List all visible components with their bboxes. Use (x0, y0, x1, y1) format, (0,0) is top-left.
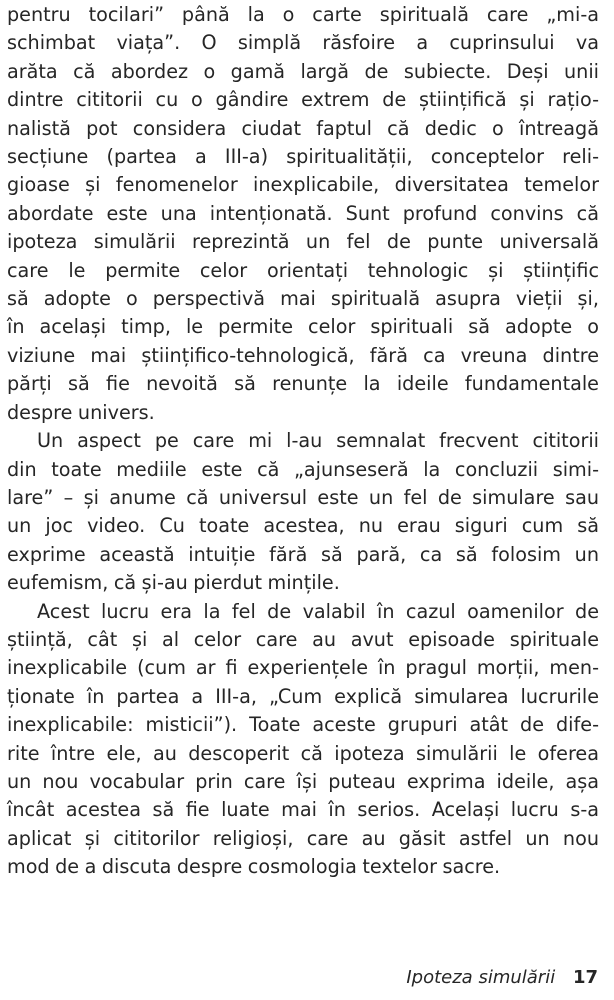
text-line: gioase și fenomenelor inexplicabile, diversitatea temelor (7, 173, 599, 197)
text-line: în același timp, le permite celor spirituali să adopte o (7, 315, 599, 339)
text-line: Acest lucru era la fel de valabil în cazul oamenilor de (37, 599, 599, 623)
text-line: inexplicabile: misticii”). Toate aceste grupuri atât de dife- (7, 713, 599, 737)
text-line: care le permite celor orientați tehnologic și științific (7, 258, 599, 282)
text-line: eufemism, că și-au pierdut mințile. (7, 571, 340, 595)
text-line: ționate în partea a III-a, „Cum explică simularea lucrurile (7, 684, 599, 708)
text-line: abordate este una intenționată. Sunt profund convins că (7, 201, 599, 225)
text-line: să adopte o perspectivă mai spirituală asupra vieții și, (7, 287, 599, 311)
text-line: un joc video. Cu toate acestea, nu erau siguri cum să (7, 514, 599, 538)
text-line: aplicat și cititorilor religioși, care au găsit astfel un nou (7, 826, 599, 850)
paragraph (7, 427, 599, 597)
text-line: din toate mediile este că „ajunseseră la concluzii simi- (7, 457, 599, 481)
text-line: secțiune (partea a III-a) spiritualității, conceptelor reli- (7, 145, 599, 169)
text-line: schimbat viața”. O simplă răsfoire a cuprinsului va (7, 31, 599, 55)
book-page (7, 1, 599, 882)
page-footer (406, 966, 598, 990)
text-line: dintre cititorii cu o gândire extrem de științifică și rațio- (7, 88, 599, 112)
text-line: părți să fie nevoită să renunțe la ideile fundamentale (7, 372, 599, 396)
text-line: arăta că abordez o gamă largă de subiecte. Deși unii (7, 59, 599, 83)
text-line: încât acestea să fie luate mai în serios. Același lucru s-a (7, 798, 599, 822)
text-line: ipoteza simulării reprezintă un fel de punte universală (7, 230, 599, 254)
text-line: lare” – și anume că universul este un fel de simulare sau (7, 485, 599, 509)
text-line: mod de a discuta despre cosmologia textelor sacre. (7, 855, 501, 879)
page-number: 17 (572, 967, 598, 988)
text-line: știință, cât și al celor care au avut episoade spirituale (7, 627, 599, 651)
text-line: despre univers. (7, 400, 155, 424)
text-line: Un aspect pe care mi l-au semnalat frecvent cititorii (37, 429, 599, 453)
text-line: viziune mai științifico-tehnologică, fără ca vreuna dintre (7, 343, 599, 367)
text-line: pentru tocilari” până la o carte spirituală care „mi-a (7, 3, 599, 26)
text-line: rite între ele, au descoperit că ipoteza simulării le oferea (7, 741, 599, 765)
running-title: Ipoteza simulării (406, 967, 556, 988)
paragraph (7, 598, 599, 882)
text-line: inexplicabile (cum ar fi experiențele în pragul morții, men- (7, 656, 599, 680)
text-line: nalistă pot considera ciudat faptul că dedic o întreagă (7, 116, 599, 140)
paragraph (7, 1, 599, 427)
text-line: exprime această intuiție fără să pară, ca să folosim un (7, 542, 599, 566)
body-text (7, 1, 599, 882)
text-line: un nou vocabular prin care își puteau exprima ideile, așa (7, 769, 599, 793)
